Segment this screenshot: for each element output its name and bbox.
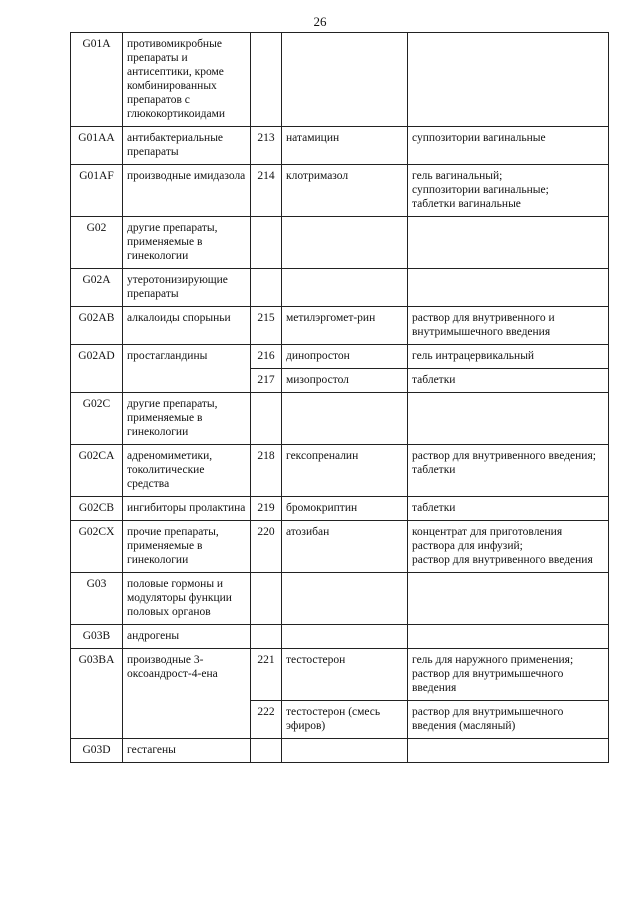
drug-name-cell: метилэргомет-рин (282, 307, 408, 345)
dosage-form-cell (408, 269, 609, 307)
drug-name-cell (282, 217, 408, 269)
anatomical-group-cell: другие препараты, применяемые в гинекологии (123, 217, 251, 269)
dosage-form-cell: суппозитории вагинальные (408, 127, 609, 165)
atc-code-cell: G03D (71, 739, 123, 763)
atc-code-cell: G03 (71, 573, 123, 625)
dosage-form-cell: концентрат для приготовления раствора для инфузий; раствор для внутривенного введения (408, 521, 609, 573)
table-row (71, 573, 609, 625)
atc-code-cell: G01A (71, 33, 123, 127)
anatomical-group-cell: производные 3-оксоандрост-4-ена (123, 649, 251, 739)
drug-name-cell: тестостерон (смесь эфиров) (282, 701, 408, 739)
dosage-form-cell: раствор для внутривенного введения; таблетки (408, 445, 609, 497)
table-row (71, 521, 609, 573)
dosage-form-cell: таблетки (408, 369, 609, 393)
drug-name-cell: атозибан (282, 521, 408, 573)
item-number-cell: 218 (251, 445, 282, 497)
item-number-cell (251, 33, 282, 127)
atc-code-cell: G02 (71, 217, 123, 269)
drug-name-cell (282, 393, 408, 445)
item-number-cell: 213 (251, 127, 282, 165)
atc-code-cell: G02C (71, 393, 123, 445)
drug-name-cell: тестостерон (282, 649, 408, 701)
drug-name-cell: динопростон (282, 345, 408, 369)
anatomical-group-cell: гестагены (123, 739, 251, 763)
atc-code-cell: G03B (71, 625, 123, 649)
anatomical-group-cell: алкалоиды спорыньи (123, 307, 251, 345)
anatomical-group-cell: ингибиторы пролактина (123, 497, 251, 521)
item-number-cell: 219 (251, 497, 282, 521)
table-row (71, 307, 609, 345)
dosage-form-cell: раствор для внутримышечного введения (масляный) (408, 701, 609, 739)
item-number-cell (251, 269, 282, 307)
table-row (71, 739, 609, 763)
item-number-cell: 221 (251, 649, 282, 701)
atc-code-cell: G01AF (71, 165, 123, 217)
item-number-cell: 214 (251, 165, 282, 217)
table-row (71, 649, 609, 701)
table-row (71, 33, 609, 127)
anatomical-group-cell: адреномиметики, токолитические средства (123, 445, 251, 497)
table-row (71, 269, 609, 307)
drug-table (70, 32, 609, 763)
atc-code-cell: G02AD (71, 345, 123, 393)
anatomical-group-cell: производные имидазола (123, 165, 251, 217)
page-number: 26 (313, 14, 327, 29)
drug-name-cell: гексопреналин (282, 445, 408, 497)
dosage-form-cell: раствор для внутривенного и внутримышечного введения (408, 307, 609, 345)
dosage-form-cell: гель вагинальный; суппозитории вагинальные; таблетки вагинальные (408, 165, 609, 217)
item-number-cell: 217 (251, 369, 282, 393)
item-number-cell (251, 573, 282, 625)
atc-code-cell: G03BA (71, 649, 123, 739)
dosage-form-cell (408, 573, 609, 625)
table-row (71, 165, 609, 217)
item-number-cell (251, 739, 282, 763)
dosage-form-cell (408, 33, 609, 127)
table-row (71, 497, 609, 521)
drug-name-cell: натамицин (282, 127, 408, 165)
dosage-form-cell (408, 393, 609, 445)
dosage-form-cell (408, 625, 609, 649)
dosage-form-cell (408, 217, 609, 269)
table-row (71, 127, 609, 165)
anatomical-group-cell: половые гормоны и модуляторы функции половых органов (123, 573, 251, 625)
drug-name-cell: мизопростол (282, 369, 408, 393)
table-body (71, 33, 609, 763)
atc-code-cell: G02CX (71, 521, 123, 573)
table-row (71, 345, 609, 369)
anatomical-group-cell: утеротонизирующие препараты (123, 269, 251, 307)
item-number-cell (251, 217, 282, 269)
table-row (71, 217, 609, 269)
dosage-form-cell: таблетки (408, 497, 609, 521)
item-number-cell: 215 (251, 307, 282, 345)
item-number-cell: 222 (251, 701, 282, 739)
drug-name-cell (282, 573, 408, 625)
anatomical-group-cell: простагландины (123, 345, 251, 393)
atc-code-cell: G02CA (71, 445, 123, 497)
drug-name-cell: бромокриптин (282, 497, 408, 521)
anatomical-group-cell: антибактериальные препараты (123, 127, 251, 165)
drug-name-cell (282, 33, 408, 127)
dosage-form-cell: гель интрацервикальный (408, 345, 609, 369)
table-row (71, 445, 609, 497)
dosage-form-cell (408, 739, 609, 763)
item-number-cell (251, 625, 282, 649)
anatomical-group-cell: противомикробные препараты и антисептики, кроме комбинированных препаратов с глюкокортикоидами (123, 33, 251, 127)
anatomical-group-cell: прочие препараты, применяемые в гинекологии (123, 521, 251, 573)
dosage-form-cell: гель для наружного применения; раствор для внутримышечного введения (408, 649, 609, 701)
atc-code-cell: G02CB (71, 497, 123, 521)
drug-name-cell (282, 739, 408, 763)
item-number-cell: 216 (251, 345, 282, 369)
item-number-cell (251, 393, 282, 445)
drug-name-cell (282, 625, 408, 649)
drug-name-cell: клотримазол (282, 165, 408, 217)
table-row (71, 625, 609, 649)
anatomical-group-cell: другие препараты, применяемые в гинекологии (123, 393, 251, 445)
atc-code-cell: G02A (71, 269, 123, 307)
atc-code-cell: G01AA (71, 127, 123, 165)
item-number-cell: 220 (251, 521, 282, 573)
table-row (71, 393, 609, 445)
anatomical-group-cell: андрогены (123, 625, 251, 649)
atc-code-cell: G02AB (71, 307, 123, 345)
drug-name-cell (282, 269, 408, 307)
